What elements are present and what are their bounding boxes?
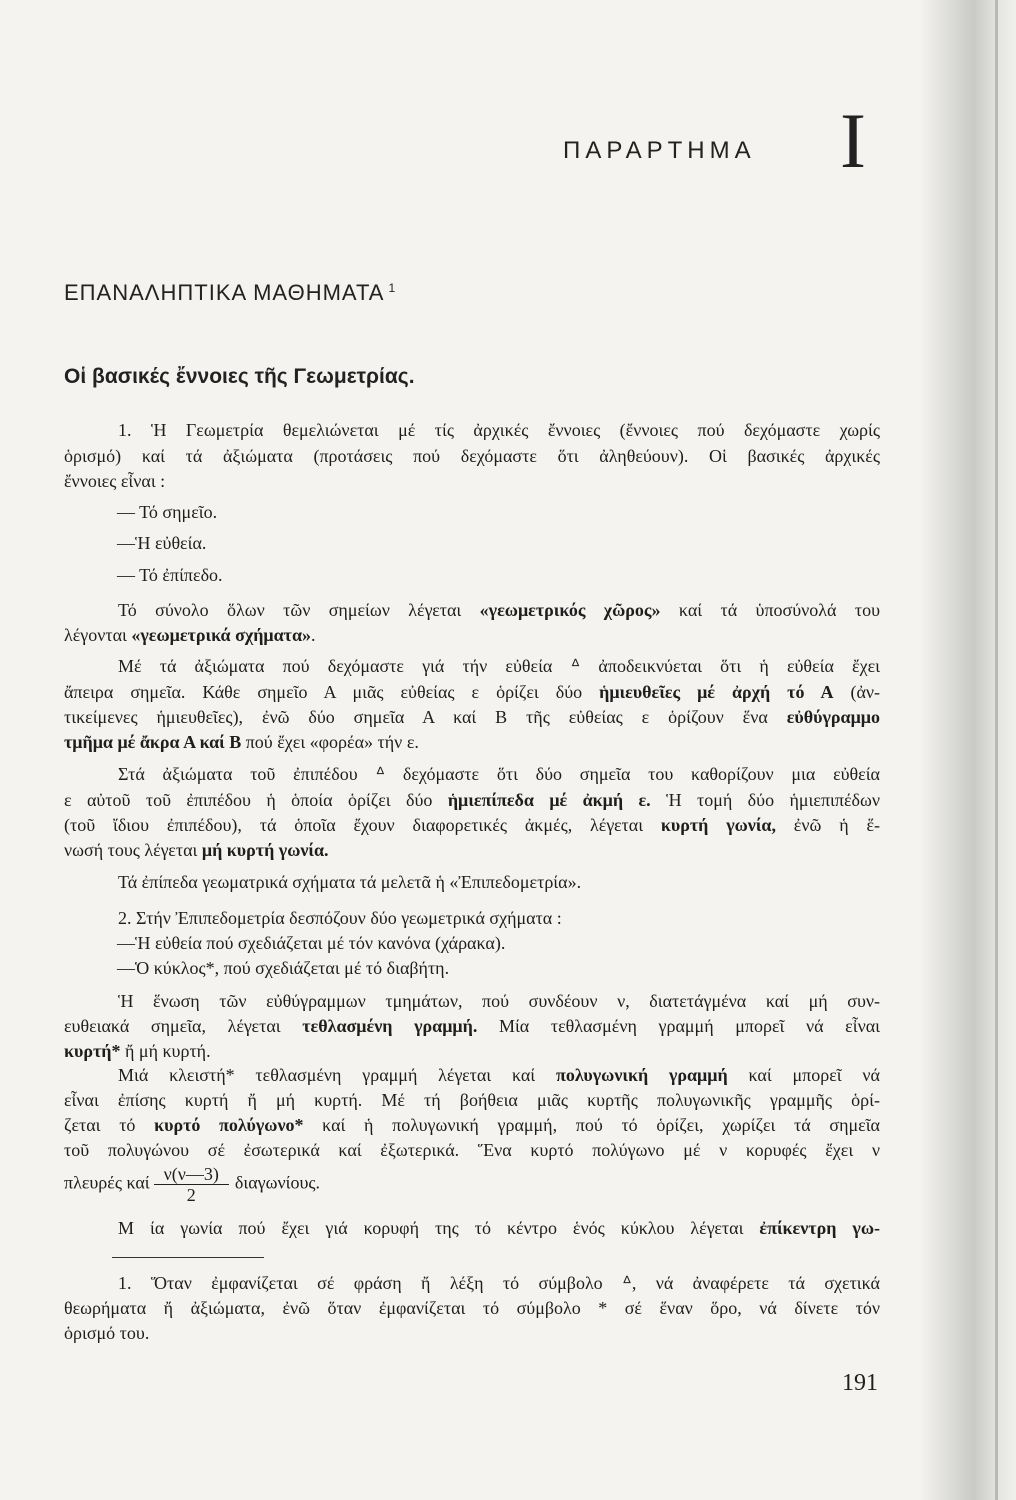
p7-text: ευθειακά σημεῖα, λέγεται [64, 1016, 303, 1036]
page-number: 191 [842, 1370, 878, 1396]
p6-line-1: 2. Στήν Ἐπιπεδομετρία δεσπόζουν δύο γεωμετρικά σχήματα : [118, 908, 562, 928]
term-convex-angle: κυρτή γωνία, [660, 815, 776, 835]
p1-line-3: ἔννοιες εἶναι : [64, 471, 166, 491]
p2-text: . [311, 625, 316, 645]
term-segment: εὐθύγραμμο [786, 707, 880, 727]
term-half-lines: ἡμιευθεῖες μέ ἀρχή τό Α [599, 682, 834, 702]
appendix-numeral: I [840, 97, 866, 184]
p4-text: (τοῦ ἴδιου ἐπιπέδου), τά ὁποῖα ἔχουν διαφορετικές ἀκμές, λέγεται [64, 815, 661, 835]
p7-text: ἤ μή κυρτή. [120, 1041, 211, 1061]
p5-line-1: Τά ἐπίπεδα γεωματρικά σχήματα τά μελετᾶ ἡ «Ἐπιπεδομετρία». [118, 872, 582, 892]
p4-text: Ἡ τομή δύο ἡμιεπιπέδων [650, 790, 880, 810]
term-non-convex-angle: μή κυρτή γωνία. [201, 840, 329, 860]
footnote-marker: 1 [388, 280, 397, 295]
p1-line-1: 1. Ἡ Γεωμετρία θεμελιώνεται μέ τίς ἀρχικές ἔννοιες (ἔννοιες πού δεχόμαστε χωρίς [118, 420, 880, 440]
term-central-angle: ἐπίκεντρη γω- [759, 1218, 880, 1238]
p3-line-4 [64, 730, 880, 754]
p3-line-3 [64, 705, 880, 729]
p8-text: πλευρές καί [64, 1172, 150, 1193]
p8-text: καί μπορεῖ νά [727, 1065, 880, 1085]
p8-text: Μιά κλειστή* τεθλασμένη γραμμή λέγεται καί [118, 1065, 556, 1085]
term-convex-polygon: κυρτό πολύγωνο* [154, 1115, 304, 1135]
book-spine-shadow [922, 0, 1016, 1500]
subsection-title: Οἱ βασικές ἔννοιες τῆς Γεωμετρίας. [64, 365, 415, 388]
p3-text: (ἀν- [833, 682, 881, 702]
list1-item-point: — Τό σημεῖο. [117, 502, 218, 522]
fraction-numerator: ν(ν—3) [154, 1164, 229, 1185]
list1-item-line: —Ἡ εὐθεία. [117, 533, 207, 553]
p4-text: ε αὐτοῦ τοῦ ἐπιπέδου ἡ ὁποία ὁρίζει δύο [64, 790, 448, 810]
p2-text: λέγονται [64, 625, 132, 645]
p2-line-1 [118, 598, 880, 622]
list2-item-line: —Ἡ εὐθεία πού σχεδιάζεται μέ τόν κανόνα (χάρακα). [117, 933, 506, 953]
p4-line-1: Στά ἀξιώματα τοῦ ἐπιπέδου ᐞ δεχόμαστε ὅτι δύο σημεῖα του καθορίζουν μια εὐθεία [118, 764, 880, 784]
p4-line-2 [64, 788, 880, 812]
list1-item-plane: — Τό ἐπίπεδο. [117, 565, 223, 585]
p8-line-4: τοῦ πολυγώνου σέ ἐσωτερικά καί ἐξωτερικά. Ἕνα κυρτό πολύγωνο μέ ν κορυφές ἔχει ν [64, 1140, 880, 1160]
term-geometric-space: «γεωμετρικός χῶρος» [479, 600, 661, 620]
p8-text: διαγωνίους. [234, 1172, 320, 1193]
p2-text: Τό σύνολο ὅλων τῶν σημείων λέγεται [118, 600, 480, 620]
p4-line-4 [64, 838, 880, 862]
appendix-label: ΠΑΡΑΡΤΗΜΑ [563, 137, 756, 164]
p2-line-2 [64, 623, 880, 647]
p2-text: καί τά ὑποσύνολά του [660, 600, 880, 620]
p3-line-2 [64, 680, 880, 704]
diagonals-fraction [154, 1164, 229, 1205]
p4-text: ἐνῶ ἡ ἕ- [775, 815, 881, 835]
p9-text: Μ ία γωνία πού ἔχει γιά κορυφή της τό κέντρο ἑνός κύκλου λέγεται [118, 1218, 760, 1238]
p8-line-3 [64, 1113, 880, 1137]
p8-line-5 [64, 1164, 880, 1205]
p3-text: τικείμενες ἡμιευθεῖες), ἐνῶ δύο σημεῖα Α καί Β τῆς εὐθείας ε ὁρίζουν ἕνα [64, 707, 787, 727]
term-segment-ends: τμῆμα μέ ἄκρα Α καί Β [64, 732, 242, 752]
p7-text: Μία τεθλασμένη γραμμή μπορεῖ νά εἶναι [477, 1016, 880, 1036]
p8-text: ζεται τό [64, 1115, 155, 1135]
footnote-line-2: θεωρήματα ἤ ἀξιώματα, ἐνῶ ὅταν ἐμφανίζεται τό σύμβολο * σέ ἕναν ὅρο, νά δίνετε τόν [64, 1298, 880, 1318]
term-convex: κυρτή* [64, 1041, 121, 1061]
list2-item-circle: —Ὁ κύκλος*, πού σχεδιάζεται μέ τό διαβήτη. [117, 958, 450, 978]
fraction-denominator: 2 [186, 1185, 196, 1205]
p8-text: καί ἡ πολυγωνική γραμμή, πού τό ὁρίζει, χωρίζει τά σημεῖα [303, 1115, 880, 1135]
section-title-text: ΕΠΑΝΑΛΗΠΤΙΚΑ ΜΑΘΗΜΑΤΑ [64, 280, 385, 305]
p3-line-1: Μέ τά ἀξιώματα πού δεχόμαστε γιά τήν εὐθεία ᐞ ἀποδεικνύεται ὅτι ἡ εὐθεία ἔχει [118, 656, 880, 676]
p8-line-1 [118, 1063, 880, 1087]
p3-text: ἄπειρα σημεῖα. Κάθε σημεῖο Α μιᾶς εὐθείας ε ὁρίζει δύο [64, 682, 600, 702]
p7-line-3 [64, 1039, 880, 1063]
term-broken-line: τεθλασμένη γραμμή. [302, 1016, 478, 1036]
p4-text: νωσή τους λέγεται [64, 840, 202, 860]
p3-text: πού ἔχει «φορέα» τήν ε. [241, 732, 419, 752]
term-polygonal-line: πολυγωνική γραμμή [555, 1065, 728, 1085]
footnote-line-1: 1. Ὅταν ἐμφανίζεται σέ φράση ἤ λέξη τό σύμβολο ᐞ, νά ἀναφέρετε τά σχετικά [118, 1273, 880, 1293]
book-spine-edge [995, 0, 998, 1500]
footnote-line-3: ὁρισμό του. [64, 1323, 150, 1343]
section-title [64, 280, 396, 306]
p4-line-3 [64, 813, 880, 837]
footnote-separator [112, 1257, 264, 1258]
p1-line-2: ὁρισμό) καί τά ἀξιώματα (προτάσεις πού δεχόμαστε ὅτι ἀληθεύουν). Οἱ βασικές ἀρχικές [64, 446, 880, 466]
p8-line-2: εἶναι ἐπίσης κυρτή ἤ μή κυρτή. Μέ τή βοήθεια μιᾶς κυρτῆς πολυγωνικῆς γραμμῆς ὁρί- [64, 1090, 880, 1110]
p9-line-1 [118, 1216, 880, 1240]
term-geometric-shapes: «γεωμετρικά σχήματα» [131, 625, 312, 645]
term-half-planes: ἡμιεπίπεδα μέ ἀκμή ε. [447, 790, 651, 810]
p7-line-2 [64, 1014, 880, 1038]
p7-line-1: Ἡ ἕνωση τῶν εὐθύγραμμων τμημάτων, πού συνδέουν ν, διατετάγμένα καί μή συν- [118, 991, 880, 1011]
